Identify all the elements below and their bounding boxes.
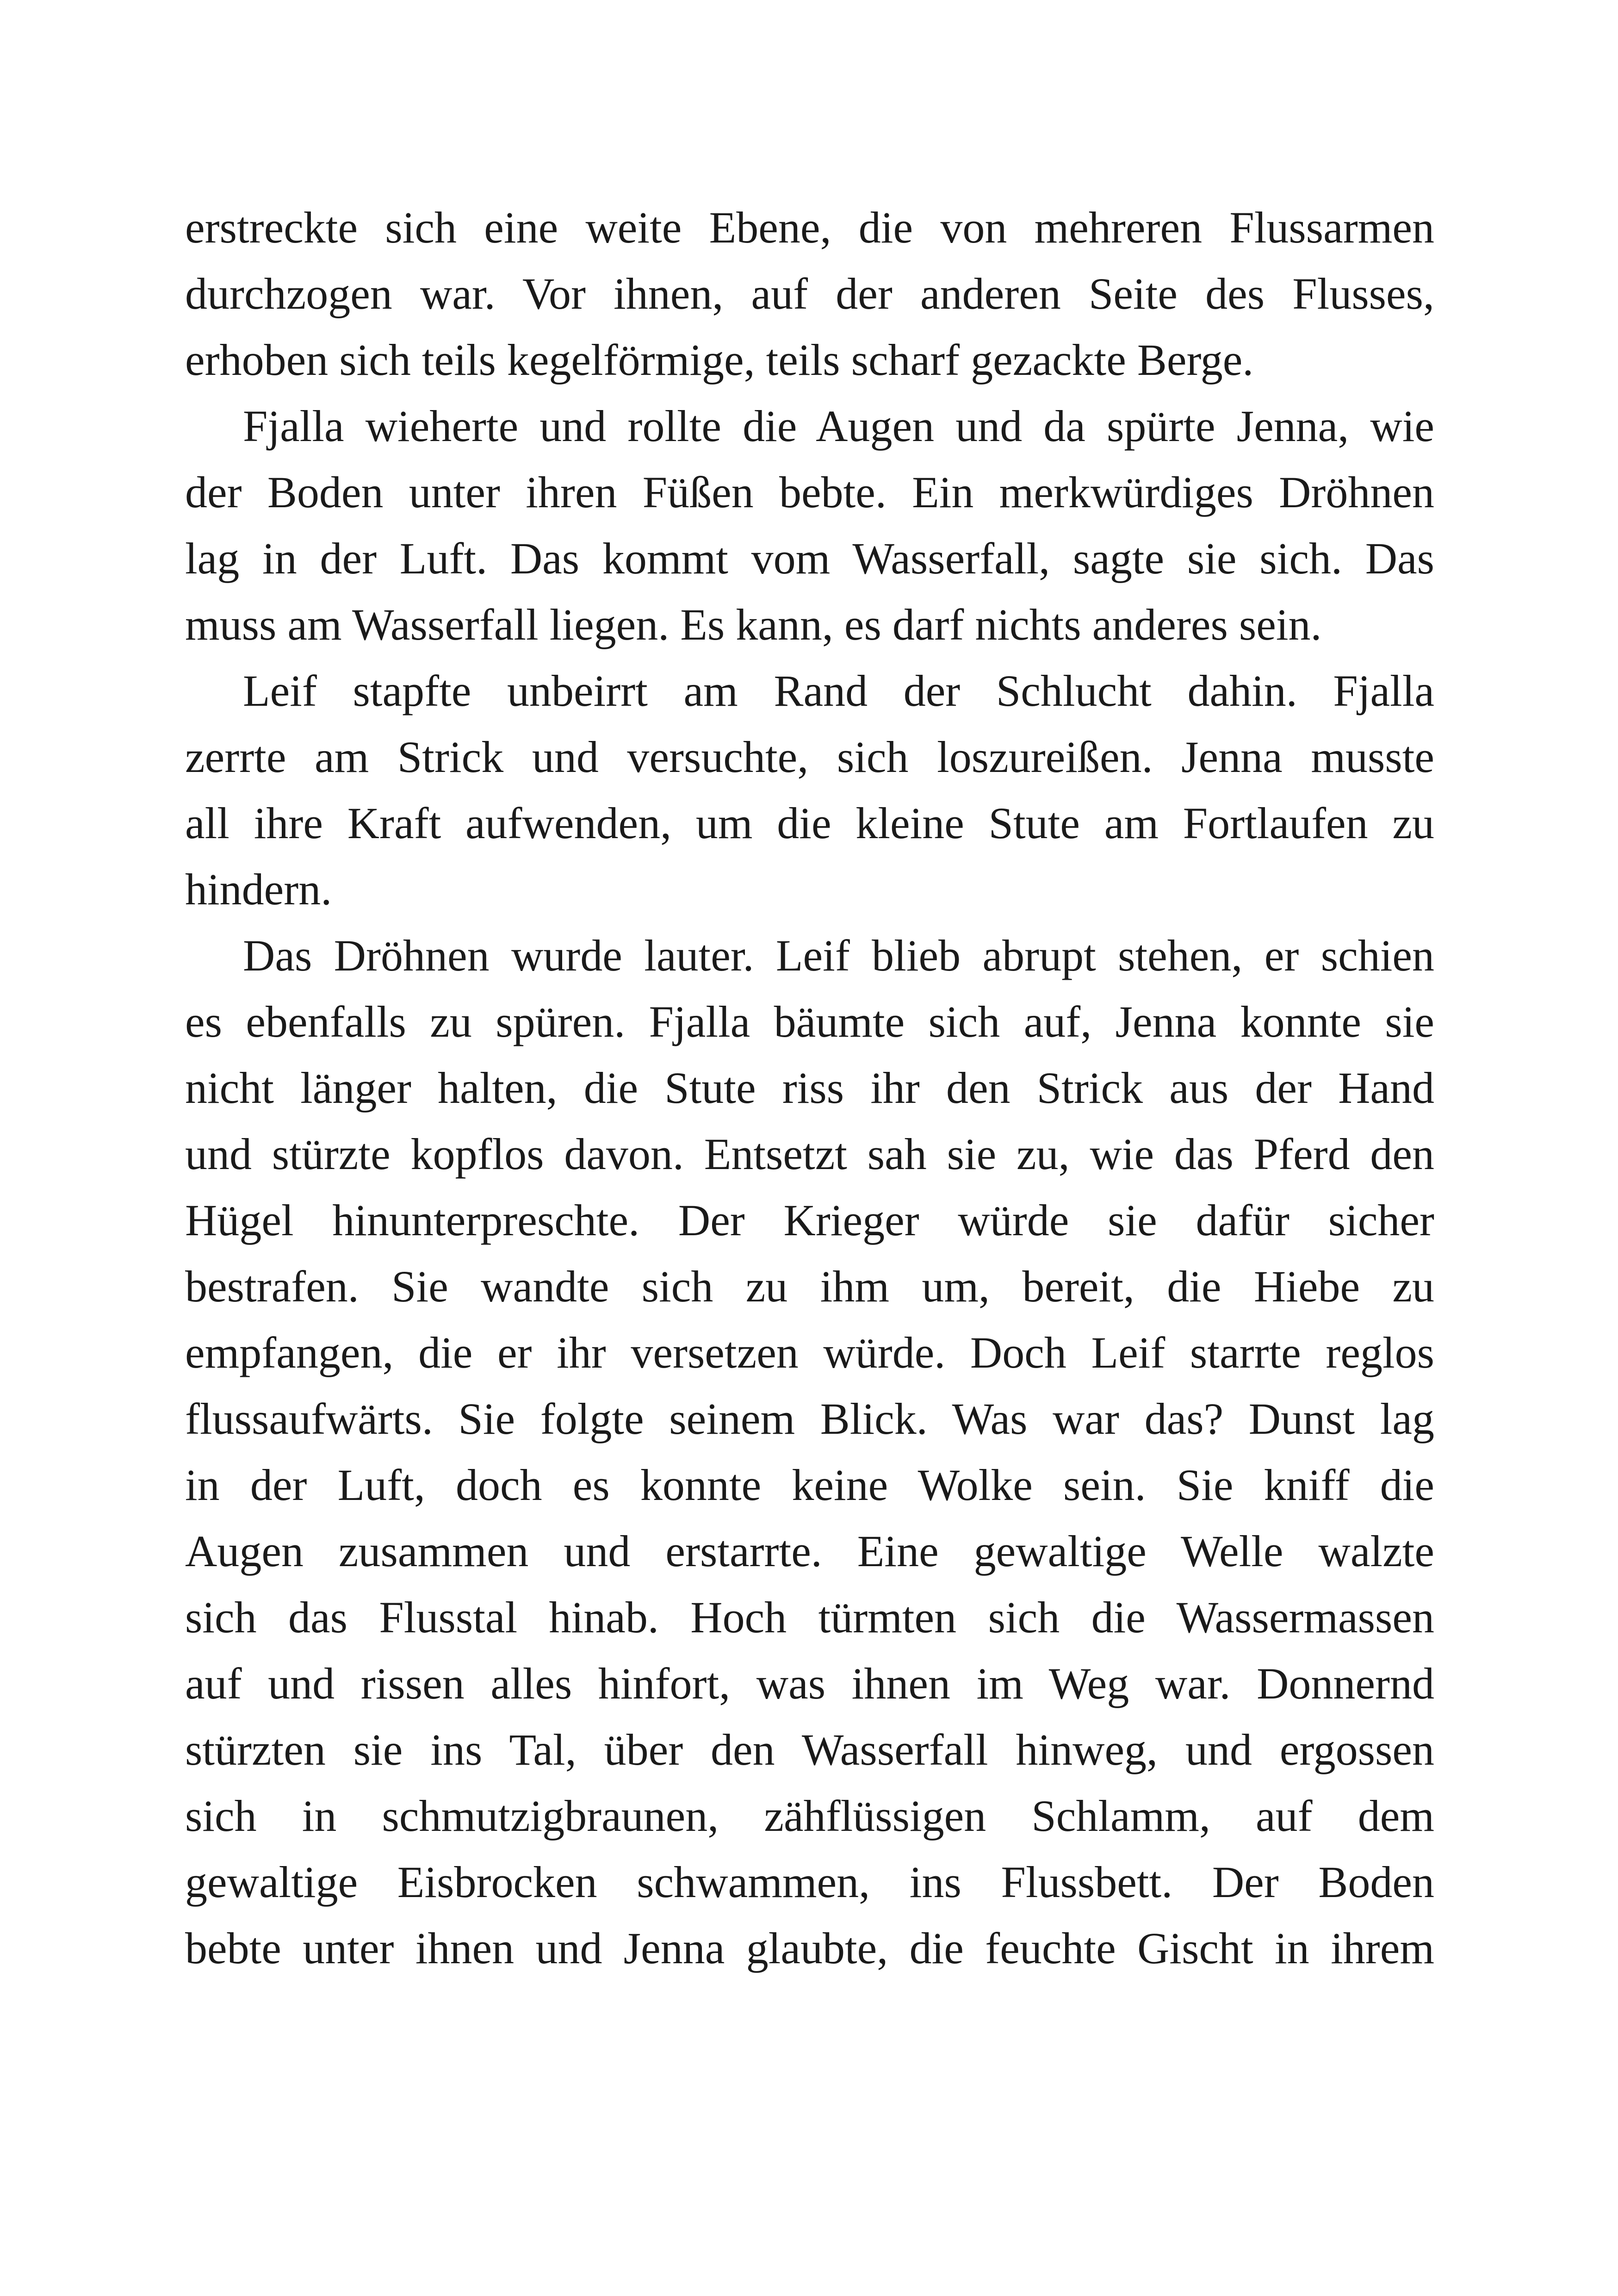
text-line: in der Luft, doch es konnte keine Wolke sein. Sie kniff die xyxy=(185,1460,1434,1510)
body-text xyxy=(185,194,1434,1981)
text-line: hindern. xyxy=(185,865,332,914)
text-line: gewaltige Eisbrocken schwammen, ins Flussbett. Der Boden xyxy=(185,1857,1434,1907)
text-line: sich das Flusstal hinab. Hoch türmten sich die Wassermassen xyxy=(185,1593,1434,1642)
text-line: auf und rissen alles hinfort, was ihnen im Weg war. Donnernd xyxy=(185,1659,1434,1708)
text-line: der Boden unter ihren Füßen bebte. Ein merkwürdiges Dröhnen xyxy=(185,467,1434,517)
text-line: bestrafen. Sie wandte sich zu ihm um, bereit, die Hiebe zu xyxy=(185,1262,1434,1311)
text-line: es ebenfalls zu spüren. Fjalla bäumte sich auf, Jenna konnte sie xyxy=(185,997,1434,1046)
text-line: flussaufwärts. Sie folgte seinem Blick. Was war das? Dunst lag xyxy=(185,1394,1434,1444)
text-line: bebte unter ihnen und Jenna glaubte, die feuchte Gischt in ihrem xyxy=(185,1923,1434,1973)
text-line: stürzten sie ins Tal, über den Wasserfall hinweg, und ergossen xyxy=(185,1725,1434,1774)
text-line: empfangen, die er ihr versetzen würde. Doch Leif starrte reglos xyxy=(185,1328,1434,1377)
text-line: erhoben sich teils kegelförmige, teils scharf gezackte Berge. xyxy=(185,335,1254,385)
text-line: durchzogen war. Vor ihnen, auf der anderen Seite des Flusses, xyxy=(185,269,1434,318)
text-line: und stürzte kopflos davon. Entsetzt sah sie zu, wie das Pferd den xyxy=(185,1129,1434,1179)
text-line: Leif stapfte unbeirrt am Rand der Schlucht dahin. Fjalla xyxy=(243,666,1434,716)
text-line: nicht länger halten, die Stute riss ihr den Strick aus der Hand xyxy=(185,1063,1434,1113)
text-line: zerrte am Strick und versuchte, sich loszureißen. Jenna musste xyxy=(185,732,1434,782)
text-line: erstreckte sich eine weite Ebene, die von mehreren Flussarmen xyxy=(185,203,1434,252)
text-line: all ihre Kraft aufwenden, um die kleine Stute am Fortlaufen zu xyxy=(185,798,1434,848)
text-line: muss am Wasserfall liegen. Es kann, es darf nichts anderes sein. xyxy=(185,600,1322,649)
text-line: sich in schmutzigbraunen, zähflüssigen Schlamm, auf dem xyxy=(185,1791,1434,1841)
text-line: Augen zusammen und erstarrte. Eine gewaltige Welle walzte xyxy=(185,1526,1434,1576)
text-line: Fjalla wieherte und rollte die Augen und da spürte Jenna, wie xyxy=(243,401,1434,451)
text-line: Das Dröhnen wurde lauter. Leif blieb abrupt stehen, er schien xyxy=(243,931,1434,980)
text-line: lag in der Luft. Das kommt vom Wasserfall, sagte sie sich. Das xyxy=(185,534,1434,583)
text-line: Hügel hinunterpreschte. Der Krieger würde sie dafür sicher xyxy=(185,1195,1434,1245)
